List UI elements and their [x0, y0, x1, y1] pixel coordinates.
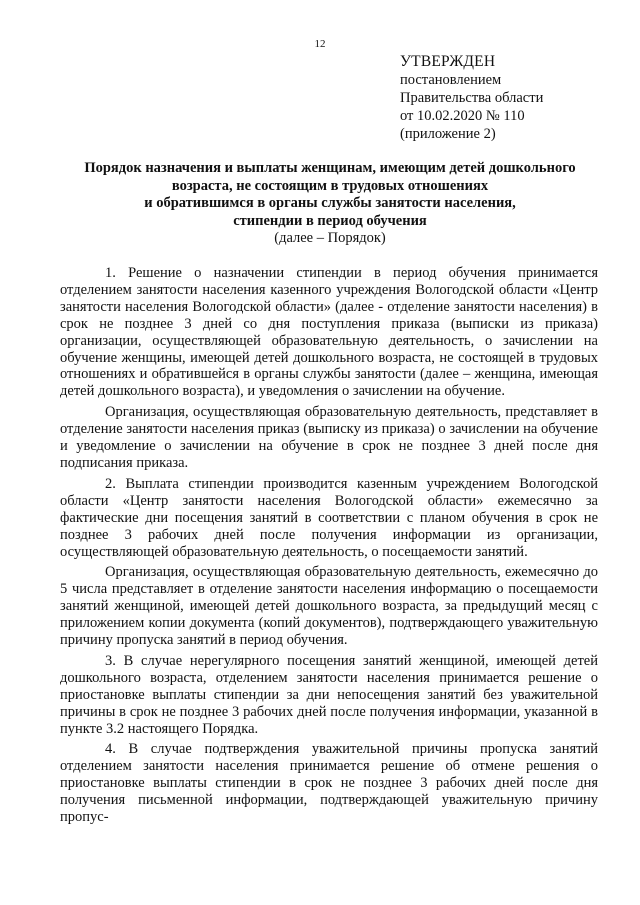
- heading-line: стипендии в период обучения: [233, 212, 427, 229]
- approval-block: [400, 52, 543, 143]
- heading-line: и обратившимся в органы службы занятости населения,: [144, 195, 516, 211]
- approval-line: постановлением: [400, 72, 502, 88]
- paragraph-1-continuation: Организация, осуществляющая образовательную деятельность, представляет в отделение занятости населения приказ (выписку из приказа) о зачислении на обучение и уведомление о зачислении на обучение в срок не позднее 3 дней после дня подписания приказа.: [60, 404, 598, 471]
- heading-subtitle: (далее – Порядок): [274, 230, 386, 246]
- approval-line: Правительства области: [400, 90, 544, 106]
- document-body: [60, 265, 598, 830]
- paragraph-3: 3. В случае нерегулярного посещения занятий женщиной, имеющей детей дошкольного возраста, отделением занятости населения принимается решение о приостановке выплаты стипендии за дни непосещения занятий без уважительной причины в срок не позднее 3 рабочих дней после получения информации, указанной в пункте 3.2 настоящего Порядка.: [60, 652, 598, 737]
- paragraph-2: 2. Выплата стипендии производится казенным учреждением Вологодской области «Центр занятости населения Вологодской области» ежемесячно за фактические дни посещения занятий в соответствии с планом обучения в срок не позднее 3 рабочих дней после получения информации из организации, осуществляющей образовательную деятельность, о посещаемости занятий.: [60, 475, 598, 560]
- paragraph-2-continuation: Организация, осуществляющая образовательную деятельность, ежемесячно до 5 числа представляет в отделение занятости населения информацию о посещаемости занятий женщиной, имеющей детей дошкольного возраста, за предыдущий месяц с приложением копии документа (копий документов), подтверждающего уважительную причину пропуска занятий в период обучения.: [60, 564, 598, 649]
- paragraph-1: 1. Решение о назначении стипендии в период обучения принимается отделением занятости населения казенного учреждения Вологодской области «Центр занятости населения Вологодской области» (далее - отделение занятости населения) в срок не позднее 3 дней со дня поступления приказа (выписки из приказа) организации, осуществляющей образовательную деятельность, о зачислении на обучение женщины, имеющей детей дошкольного возраста, не состоящей в трудовых отношениях и обратившейся в органы службы занятости (далее – женщина, имеющая детей дошкольного возраста), и уведомления о зачислении на обучение.: [60, 265, 598, 400]
- page-number: 12: [314, 38, 326, 50]
- heading-line: Порядок назначения и выплаты женщинам, имеющим детей дошкольного: [84, 160, 576, 176]
- approval-line: от 10.02.2020 № 110: [400, 108, 525, 124]
- document-heading: [60, 160, 600, 248]
- approval-line: (приложение 2): [400, 126, 496, 142]
- approval-title: УТВЕРЖДЕН: [400, 53, 496, 70]
- heading-line: возраста, не состоящим в трудовых отношениях: [171, 177, 489, 194]
- paragraph-4: 4. В случае подтверждения уважительной причины пропуска занятий отделением занятости населения принимается решение об отмене решения о приостановке выплаты стипендии в срок не позднее 3 рабочих дней после дня получения письменной информации, подтверждающей уважительную причину пропус-: [60, 741, 598, 826]
